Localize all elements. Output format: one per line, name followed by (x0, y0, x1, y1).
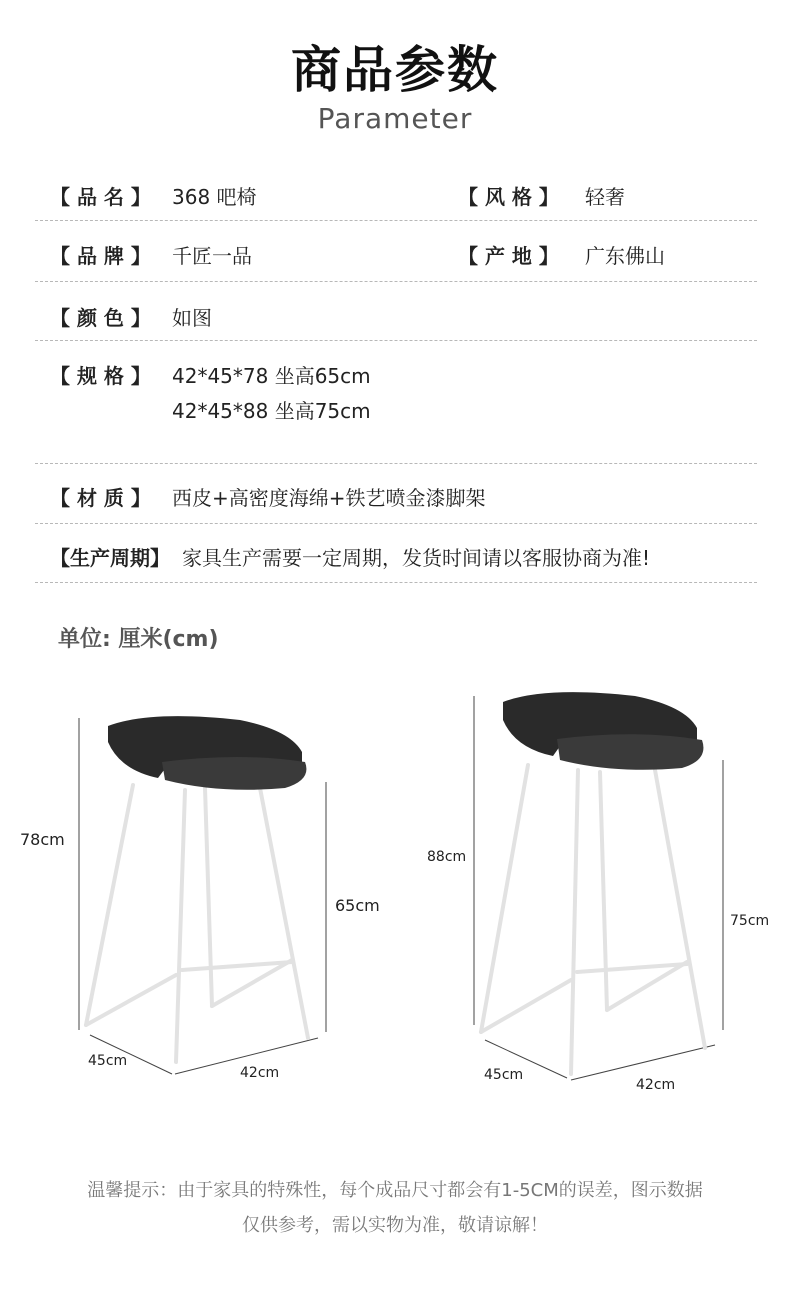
row-divider (35, 463, 757, 464)
right-seat-height-label: 75cm (730, 913, 770, 929)
row-divider (35, 220, 757, 221)
color-value: 如图 (172, 306, 212, 330)
unit-label: 单位: 厘米(cm) (58, 627, 219, 652)
tip-line-2: 仅供参考，需以实物为准，敬请谅解！ (242, 1215, 548, 1236)
left-width-label: 42cm (240, 1065, 280, 1081)
style-value: 轻奢 (585, 185, 625, 209)
brand-label: 【 品 牌 】 (50, 244, 151, 268)
right-height-label: 88cm (427, 849, 467, 865)
name-value: 368 吧椅 (172, 185, 257, 209)
right-width-label: 42cm (636, 1077, 676, 1093)
cycle-label: 【生产周期】 (50, 546, 170, 570)
row-divider (35, 523, 757, 524)
material-value: 西皮+高密度海绵+铁艺喷金漆脚架 (172, 486, 486, 510)
page-subtitle: Parameter (317, 102, 473, 135)
spec-label: 【 规 格 】 (50, 364, 151, 388)
chair-diagram-right (395, 680, 790, 1100)
material-label: 【 材 质 】 (50, 486, 151, 510)
left-depth-label: 45cm (88, 1053, 128, 1069)
chair-frame (481, 765, 705, 1074)
cycle-value: 家具生产需要一定周期，发货时间请以客服协商为准! (182, 546, 651, 570)
chair-diagram-left (0, 690, 395, 1090)
row-divider (35, 582, 757, 583)
spec-value-1: 42*45*78 坐高65cm (172, 364, 371, 388)
row-divider (35, 340, 757, 341)
left-height-label: 78cm (20, 830, 65, 849)
origin-label: 【 产 地 】 (458, 244, 559, 268)
right-depth-label: 45cm (484, 1067, 524, 1083)
tip-line-1: 温馨提示：由于家具的特殊性，每个成品尺寸都会有1-5CM的误差，图示数据 (87, 1180, 703, 1201)
row-divider (35, 281, 757, 282)
style-label: 【 风 格 】 (458, 185, 559, 209)
color-label: 【 颜 色 】 (50, 306, 151, 330)
spec-value-2: 42*45*88 坐高75cm (172, 399, 371, 423)
chair-frame (86, 785, 308, 1062)
brand-value: 千匠一品 (172, 244, 252, 268)
page-title: 商品参数 (291, 41, 499, 99)
name-label: 【 品 名 】 (50, 185, 151, 209)
origin-value: 广东佛山 (585, 244, 665, 268)
chair-seat (108, 716, 306, 790)
left-seat-height-label: 65cm (335, 896, 380, 915)
chair-seat (503, 692, 703, 770)
